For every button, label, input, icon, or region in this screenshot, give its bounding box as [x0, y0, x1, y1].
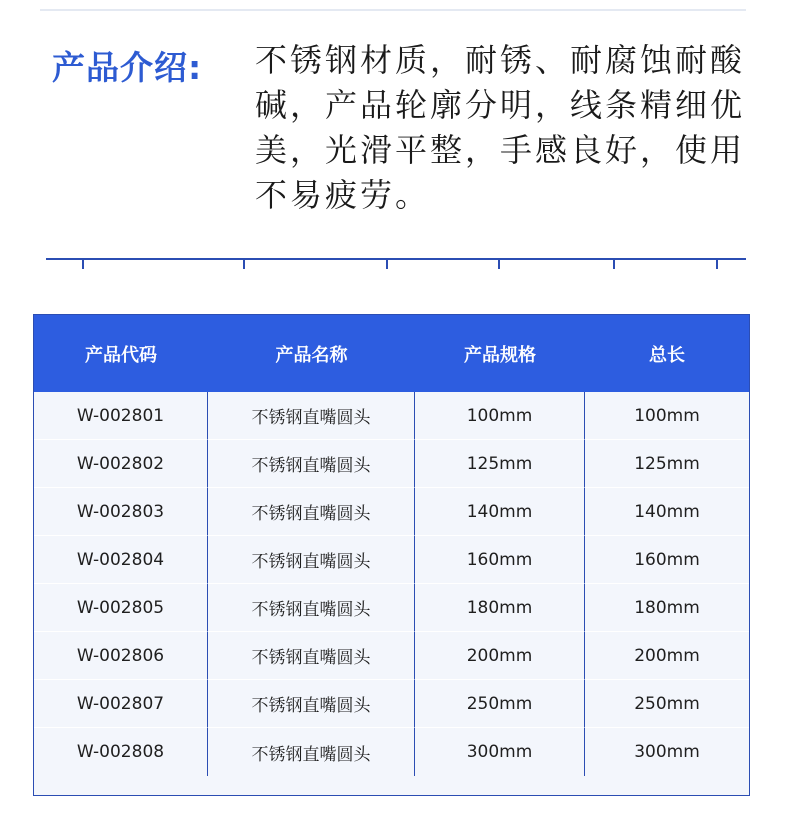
- header-product-name: 产品名称: [275, 344, 348, 366]
- cell-product-code: W-002806: [34, 632, 208, 680]
- cell-total-length: 180mm: [585, 584, 749, 632]
- header-total-length: 总长: [649, 344, 685, 366]
- table-row: [34, 536, 749, 584]
- cell-product-spec: 200mm: [415, 632, 585, 680]
- table-row: [34, 728, 749, 776]
- table-row: [34, 392, 749, 440]
- cell-product-name: 不锈钢直嘴圆头: [208, 536, 415, 584]
- cell-product-name: 不锈钢直嘴圆头: [208, 632, 415, 680]
- cell-product-spec: 250mm: [415, 680, 585, 728]
- table-row: [34, 584, 749, 632]
- cell-product-code: W-002805: [34, 584, 208, 632]
- header-product-code: 产品代码: [85, 344, 157, 366]
- top-divider: [40, 9, 746, 11]
- cell-product-name: 不锈钢直嘴圆头: [208, 440, 415, 488]
- table-header-row: [34, 315, 749, 392]
- table-row: [34, 632, 749, 680]
- cell-product-name: 不锈钢直嘴圆头: [208, 728, 415, 776]
- cell-total-length: 140mm: [585, 488, 749, 536]
- cell-product-code: W-002804: [34, 536, 208, 584]
- ruler-baseline: [46, 258, 746, 260]
- cell-total-length: 250mm: [585, 680, 749, 728]
- cell-product-code: W-002802: [34, 440, 208, 488]
- cell-product-spec: 125mm: [415, 440, 585, 488]
- cell-product-name: 不锈钢直嘴圆头: [208, 488, 415, 536]
- table-row: [34, 488, 749, 536]
- ruler-tick: [613, 258, 615, 269]
- cell-product-spec: 180mm: [415, 584, 585, 632]
- cell-product-name: 不锈钢直嘴圆头: [208, 584, 415, 632]
- cell-total-length: 125mm: [585, 440, 749, 488]
- cell-total-length: 300mm: [634, 742, 700, 762]
- cell-product-spec: 300mm: [415, 728, 585, 776]
- spec-table: [33, 314, 750, 796]
- ruler-tick: [243, 258, 245, 269]
- intro-description: 不锈钢材质，耐锈、耐腐蚀耐酸碱，产品轮廓分明，线条精细优美，光滑平整，手感良好，使用不易疲劳。: [255, 41, 746, 214]
- ruler-tick: [82, 258, 84, 269]
- table-row: [34, 680, 749, 728]
- cell-product-name: 不锈钢直嘴圆头: [208, 680, 415, 728]
- ruler-tick: [716, 258, 718, 269]
- cell-product-code: W-002803: [34, 488, 208, 536]
- header-product-spec: 产品规格: [464, 344, 536, 366]
- table-row: [34, 440, 749, 488]
- cell-total-length: 160mm: [585, 536, 749, 584]
- cell-product-spec: 160mm: [415, 536, 585, 584]
- intro-label: 产品介绍:: [52, 48, 203, 87]
- cell-total-length: 100mm: [585, 392, 749, 440]
- cell-product-name: 不锈钢直嘴圆头: [208, 392, 415, 440]
- ruler-divider: [46, 258, 746, 270]
- cell-product-code: W-002801: [34, 392, 208, 440]
- cell-product-code: W-002807: [34, 680, 208, 728]
- cell-product-spec: 140mm: [415, 488, 585, 536]
- cell-product-spec: 100mm: [415, 392, 585, 440]
- cell-product-code: W-002808: [34, 728, 208, 776]
- ruler-tick: [386, 258, 388, 269]
- cell-total-length: 200mm: [585, 632, 749, 680]
- ruler-tick: [498, 258, 500, 269]
